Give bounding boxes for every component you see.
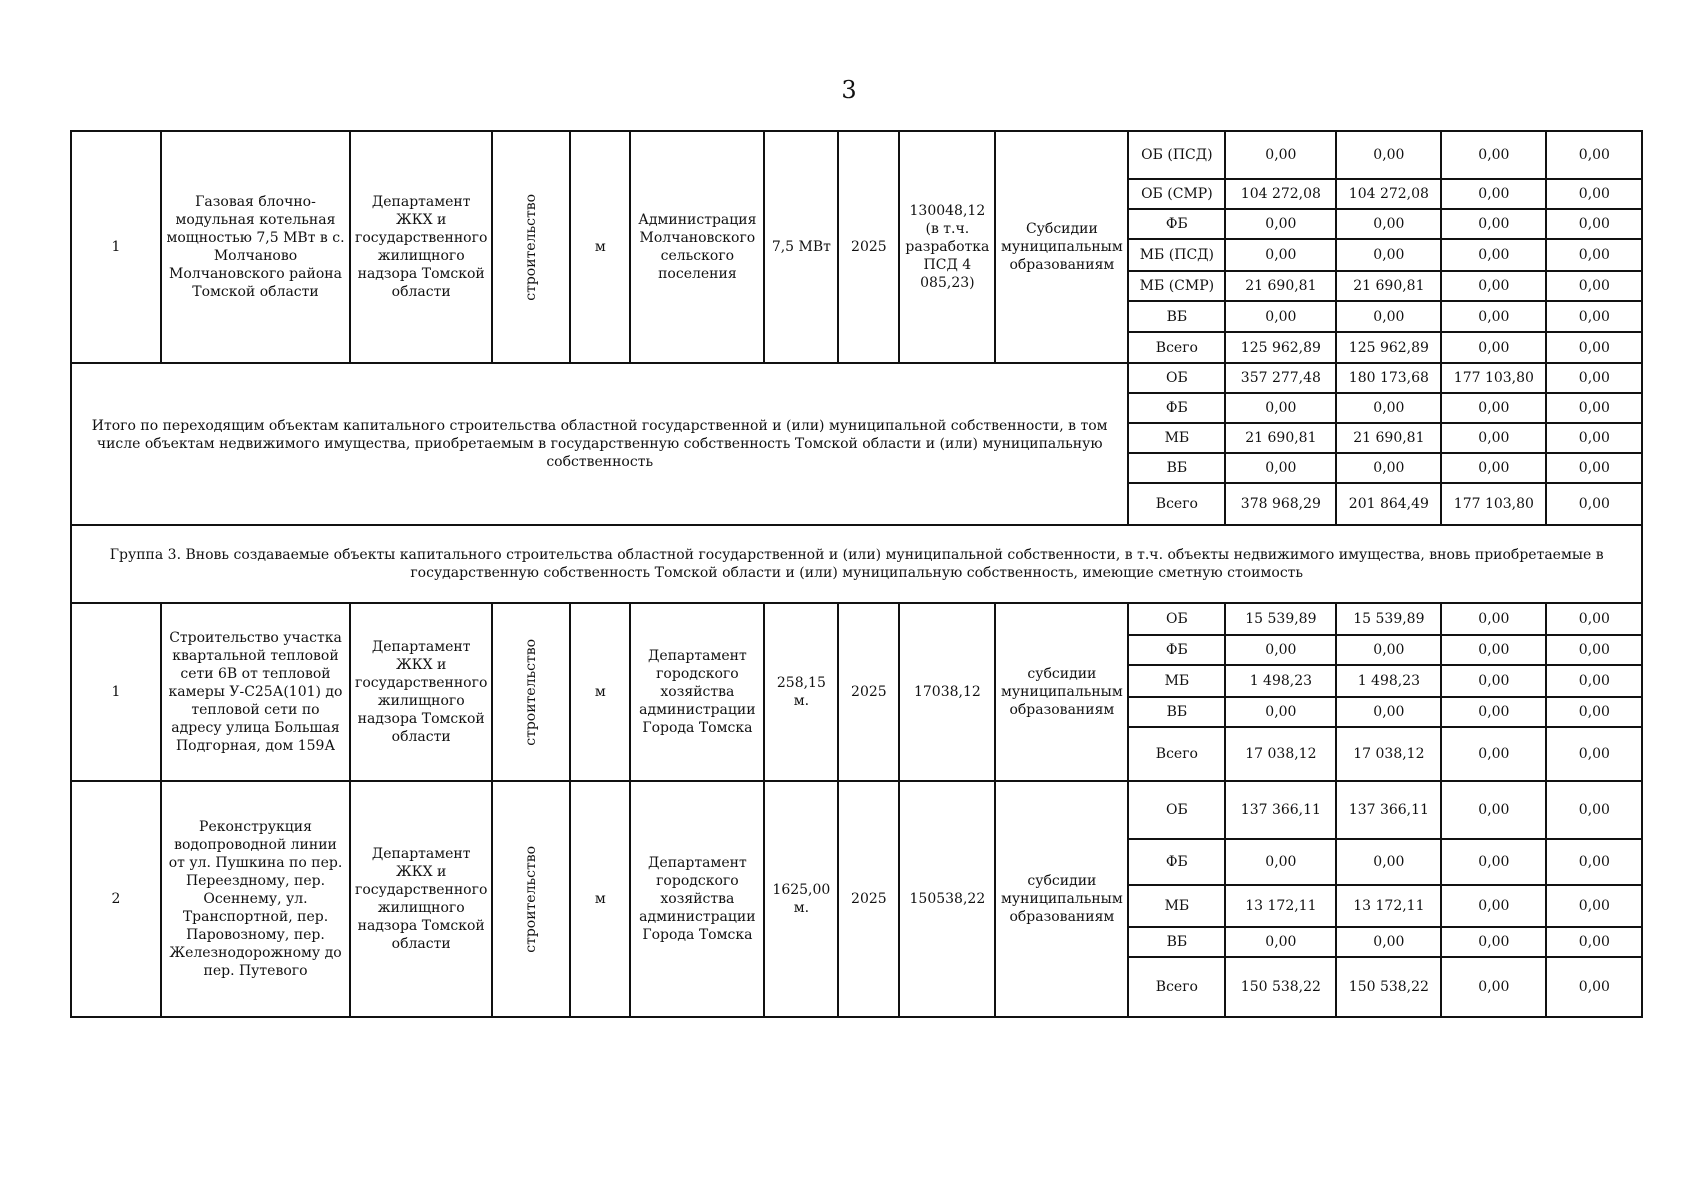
financing-form: Субсидии муниципальным образованиям <box>995 131 1128 363</box>
amount-cell: 0,00 <box>1546 839 1642 885</box>
amount-cell: 0,00 <box>1225 697 1336 727</box>
amount-cell: 0,00 <box>1441 885 1546 927</box>
amount-cell: 0,00 <box>1441 781 1546 839</box>
funding-source: ОБ (СМР) <box>1128 179 1225 209</box>
amount-cell: 0,00 <box>1546 332 1642 363</box>
amount-cell: 0,00 <box>1546 483 1642 525</box>
capacity: 258,15 м. <box>764 603 838 781</box>
customer: Департамент ЖКХ и государственного жилищного надзора Томской области <box>350 131 492 363</box>
object-number: 1 <box>71 603 161 781</box>
amount-cell: 0,00 <box>1546 239 1642 271</box>
amount-cell: 0,00 <box>1441 665 1546 697</box>
amount-cell: 137 366,11 <box>1336 781 1441 839</box>
amount-cell: 0,00 <box>1441 131 1546 179</box>
table-row <box>71 781 1642 839</box>
amount-cell: 0,00 <box>1441 927 1546 957</box>
amount-cell: 13 172,11 <box>1336 885 1441 927</box>
funding-source: Всего <box>1128 957 1225 1017</box>
amount-cell: 150 538,22 <box>1336 957 1441 1017</box>
estimated-cost: 150538,22 <box>899 781 995 1017</box>
amount-cell: 0,00 <box>1336 697 1441 727</box>
funding-source: Всего <box>1128 483 1225 525</box>
amount-cell: 0,00 <box>1441 271 1546 301</box>
amount-cell: 0,00 <box>1546 423 1642 453</box>
amount-cell: 0,00 <box>1336 301 1441 332</box>
amount-cell: 0,00 <box>1225 453 1336 483</box>
amount-cell: 0,00 <box>1546 131 1642 179</box>
amount-cell: 378 968,29 <box>1225 483 1336 525</box>
funding-source: МБ <box>1128 885 1225 927</box>
amount-cell: 0,00 <box>1546 271 1642 301</box>
amount-cell: 1 498,23 <box>1225 665 1336 697</box>
customer: Департамент ЖКХ и государственного жилищного надзора Томской области <box>350 781 492 1017</box>
amount-cell: 0,00 <box>1546 393 1642 423</box>
amount-cell: 0,00 <box>1336 131 1441 179</box>
amount-cell: 0,00 <box>1546 363 1642 393</box>
year: 2025 <box>838 781 899 1017</box>
funding-source: ВБ <box>1128 927 1225 957</box>
amount-cell: 0,00 <box>1441 239 1546 271</box>
funding-source: ОБ <box>1128 363 1225 393</box>
amount-cell: 21 690,81 <box>1336 271 1441 301</box>
ownership: м <box>570 603 630 781</box>
funding-source: ОБ <box>1128 781 1225 839</box>
funding-source: МБ (ПСД) <box>1128 239 1225 271</box>
amount-cell: 0,00 <box>1441 301 1546 332</box>
amount-cell: 0,00 <box>1441 332 1546 363</box>
capacity: 7,5 МВт <box>764 131 838 363</box>
amount-cell: 0,00 <box>1441 453 1546 483</box>
table-row <box>71 363 1642 393</box>
funding-source: ФБ <box>1128 839 1225 885</box>
work-type-label: строительство <box>523 638 540 746</box>
object-number: 1 <box>71 131 161 363</box>
amount-cell: 150 538,22 <box>1225 957 1336 1017</box>
amount-cell: 0,00 <box>1546 957 1642 1017</box>
recipient: Департамент городского хозяйства администрации Города Томска <box>630 603 764 781</box>
amount-cell: 0,00 <box>1441 603 1546 635</box>
customer: Департамент ЖКХ и государственного жилищного надзора Томской области <box>350 603 492 781</box>
year: 2025 <box>838 131 899 363</box>
funding-source: ФБ <box>1128 635 1225 665</box>
amount-cell: 137 366,11 <box>1225 781 1336 839</box>
amount-cell: 0,00 <box>1441 393 1546 423</box>
amount-cell: 0,00 <box>1546 727 1642 781</box>
financing-form: субсидии муниципальным образованиям <box>995 603 1128 781</box>
amount-cell: 0,00 <box>1546 781 1642 839</box>
amount-cell: 1 498,23 <box>1336 665 1441 697</box>
amount-cell: 0,00 <box>1441 839 1546 885</box>
amount-cell: 201 864,49 <box>1336 483 1441 525</box>
amount-cell: 0,00 <box>1336 839 1441 885</box>
amount-cell: 104 272,08 <box>1225 179 1336 209</box>
amount-cell: 0,00 <box>1225 927 1336 957</box>
funding-source: ФБ <box>1128 393 1225 423</box>
amount-cell: 0,00 <box>1336 927 1441 957</box>
funding-source: Всего <box>1128 332 1225 363</box>
amount-cell: 13 172,11 <box>1225 885 1336 927</box>
amount-cell: 15 539,89 <box>1336 603 1441 635</box>
object-number: 2 <box>71 781 161 1017</box>
funding-source: МБ (СМР) <box>1128 271 1225 301</box>
amount-cell: 0,00 <box>1441 697 1546 727</box>
work-type-label: строительство <box>523 845 540 953</box>
amount-cell: 21 690,81 <box>1336 423 1441 453</box>
table-row <box>71 131 1642 179</box>
estimated-cost: 17038,12 <box>899 603 995 781</box>
amount-cell: 0,00 <box>1546 603 1642 635</box>
amount-cell: 21 690,81 <box>1225 271 1336 301</box>
recipient: Департамент городского хозяйства администрации Города Томска <box>630 781 764 1017</box>
group-3-label: Группа 3. Вновь создаваемые объекты капитального строительства областной государственной и (или) муниципальной собственности, в т.ч. объекты недвижимого имущества, вновь приобретаемые в государственную собственность Томской области и (или) муниципальную собственность, имеющие сметную стоимость <box>71 525 1642 603</box>
amount-cell: 0,00 <box>1225 239 1336 271</box>
capacity: 1625,00 м. <box>764 781 838 1017</box>
amount-cell: 0,00 <box>1546 697 1642 727</box>
amount-cell: 104 272,08 <box>1336 179 1441 209</box>
funding-source: ОБ <box>1128 603 1225 635</box>
amount-cell: 0,00 <box>1225 393 1336 423</box>
funding-source: Всего <box>1128 727 1225 781</box>
amount-cell: 0,00 <box>1546 209 1642 239</box>
year: 2025 <box>838 603 899 781</box>
amount-cell: 0,00 <box>1225 131 1336 179</box>
funding-source: МБ <box>1128 665 1225 697</box>
amount-cell: 0,00 <box>1336 453 1441 483</box>
ownership: м <box>570 131 630 363</box>
amount-cell: 0,00 <box>1546 453 1642 483</box>
amount-cell: 0,00 <box>1225 839 1336 885</box>
capital-construction-table <box>70 130 1643 1018</box>
amount-cell: 0,00 <box>1546 885 1642 927</box>
amount-cell: 125 962,89 <box>1225 332 1336 363</box>
recipient: Администрация Молчановского сельского поселения <box>630 131 764 363</box>
amount-cell: 0,00 <box>1546 179 1642 209</box>
funding-source: ФБ <box>1128 209 1225 239</box>
funding-source: ВБ <box>1128 301 1225 332</box>
amount-cell: 125 962,89 <box>1336 332 1441 363</box>
work-type <box>492 603 570 781</box>
amount-cell: 0,00 <box>1546 301 1642 332</box>
table-body <box>71 131 1642 1017</box>
amount-cell: 0,00 <box>1336 239 1441 271</box>
table-row <box>71 603 1642 635</box>
work-type <box>492 781 570 1017</box>
work-type <box>492 131 570 363</box>
amount-cell: 357 277,48 <box>1225 363 1336 393</box>
amount-cell: 0,00 <box>1441 635 1546 665</box>
total-label: Итого по переходящим объектам капитального строительства областной государственной и (или) муниципальной собственности, в том числе объектам недвижимого имущества, приобретаемым в государственную собственность Томской области и (или) муниципальную собственность <box>71 363 1128 525</box>
amount-cell: 0,00 <box>1546 665 1642 697</box>
object-name: Газовая блочно-модульная котельная мощностью 7,5 МВт в с. Молчаново Молчановского района Томской области <box>161 131 350 363</box>
amount-cell: 0,00 <box>1336 209 1441 239</box>
amount-cell: 0,00 <box>1225 209 1336 239</box>
amount-cell: 0,00 <box>1441 957 1546 1017</box>
object-name: Строительство участка квартальной тепловой сети 6В от тепловой камеры У-С25А(101) до тепловой сети по адресу улица Большая Подгорная, дом 159А <box>161 603 350 781</box>
amount-cell: 0,00 <box>1441 727 1546 781</box>
estimated-cost: 130048,12 (в т.ч. разработка ПСД 4 085,23) <box>899 131 995 363</box>
amount-cell: 0,00 <box>1225 301 1336 332</box>
amount-cell: 0,00 <box>1546 635 1642 665</box>
funding-source: ОБ (ПСД) <box>1128 131 1225 179</box>
amount-cell: 0,00 <box>1336 393 1441 423</box>
amount-cell: 0,00 <box>1546 927 1642 957</box>
work-type-label: строительство <box>523 193 540 301</box>
amount-cell: 180 173,68 <box>1336 363 1441 393</box>
amount-cell: 0,00 <box>1441 179 1546 209</box>
funding-source: ВБ <box>1128 453 1225 483</box>
amount-cell: 0,00 <box>1441 423 1546 453</box>
amount-cell: 17 038,12 <box>1336 727 1441 781</box>
amount-cell: 17 038,12 <box>1225 727 1336 781</box>
amount-cell: 15 539,89 <box>1225 603 1336 635</box>
document-sheet <box>70 130 1643 1018</box>
amount-cell: 177 103,80 <box>1441 483 1546 525</box>
object-name: Реконструкция водопроводной линии от ул. Пушкина по пер. Переездному, пер. Осеннему, ул. Транспортной, пер. Паровозному, пер. Железнодорожному до пер. Путевого <box>161 781 350 1017</box>
amount-cell: 0,00 <box>1441 209 1546 239</box>
amount-cell: 0,00 <box>1336 635 1441 665</box>
funding-source: МБ <box>1128 423 1225 453</box>
group-header-row <box>71 525 1642 603</box>
ownership: м <box>570 781 630 1017</box>
amount-cell: 177 103,80 <box>1441 363 1546 393</box>
amount-cell: 0,00 <box>1225 635 1336 665</box>
page-number: 3 <box>841 76 857 104</box>
amount-cell: 21 690,81 <box>1225 423 1336 453</box>
funding-source: ВБ <box>1128 697 1225 727</box>
financing-form: субсидии муниципальным образованиям <box>995 781 1128 1017</box>
